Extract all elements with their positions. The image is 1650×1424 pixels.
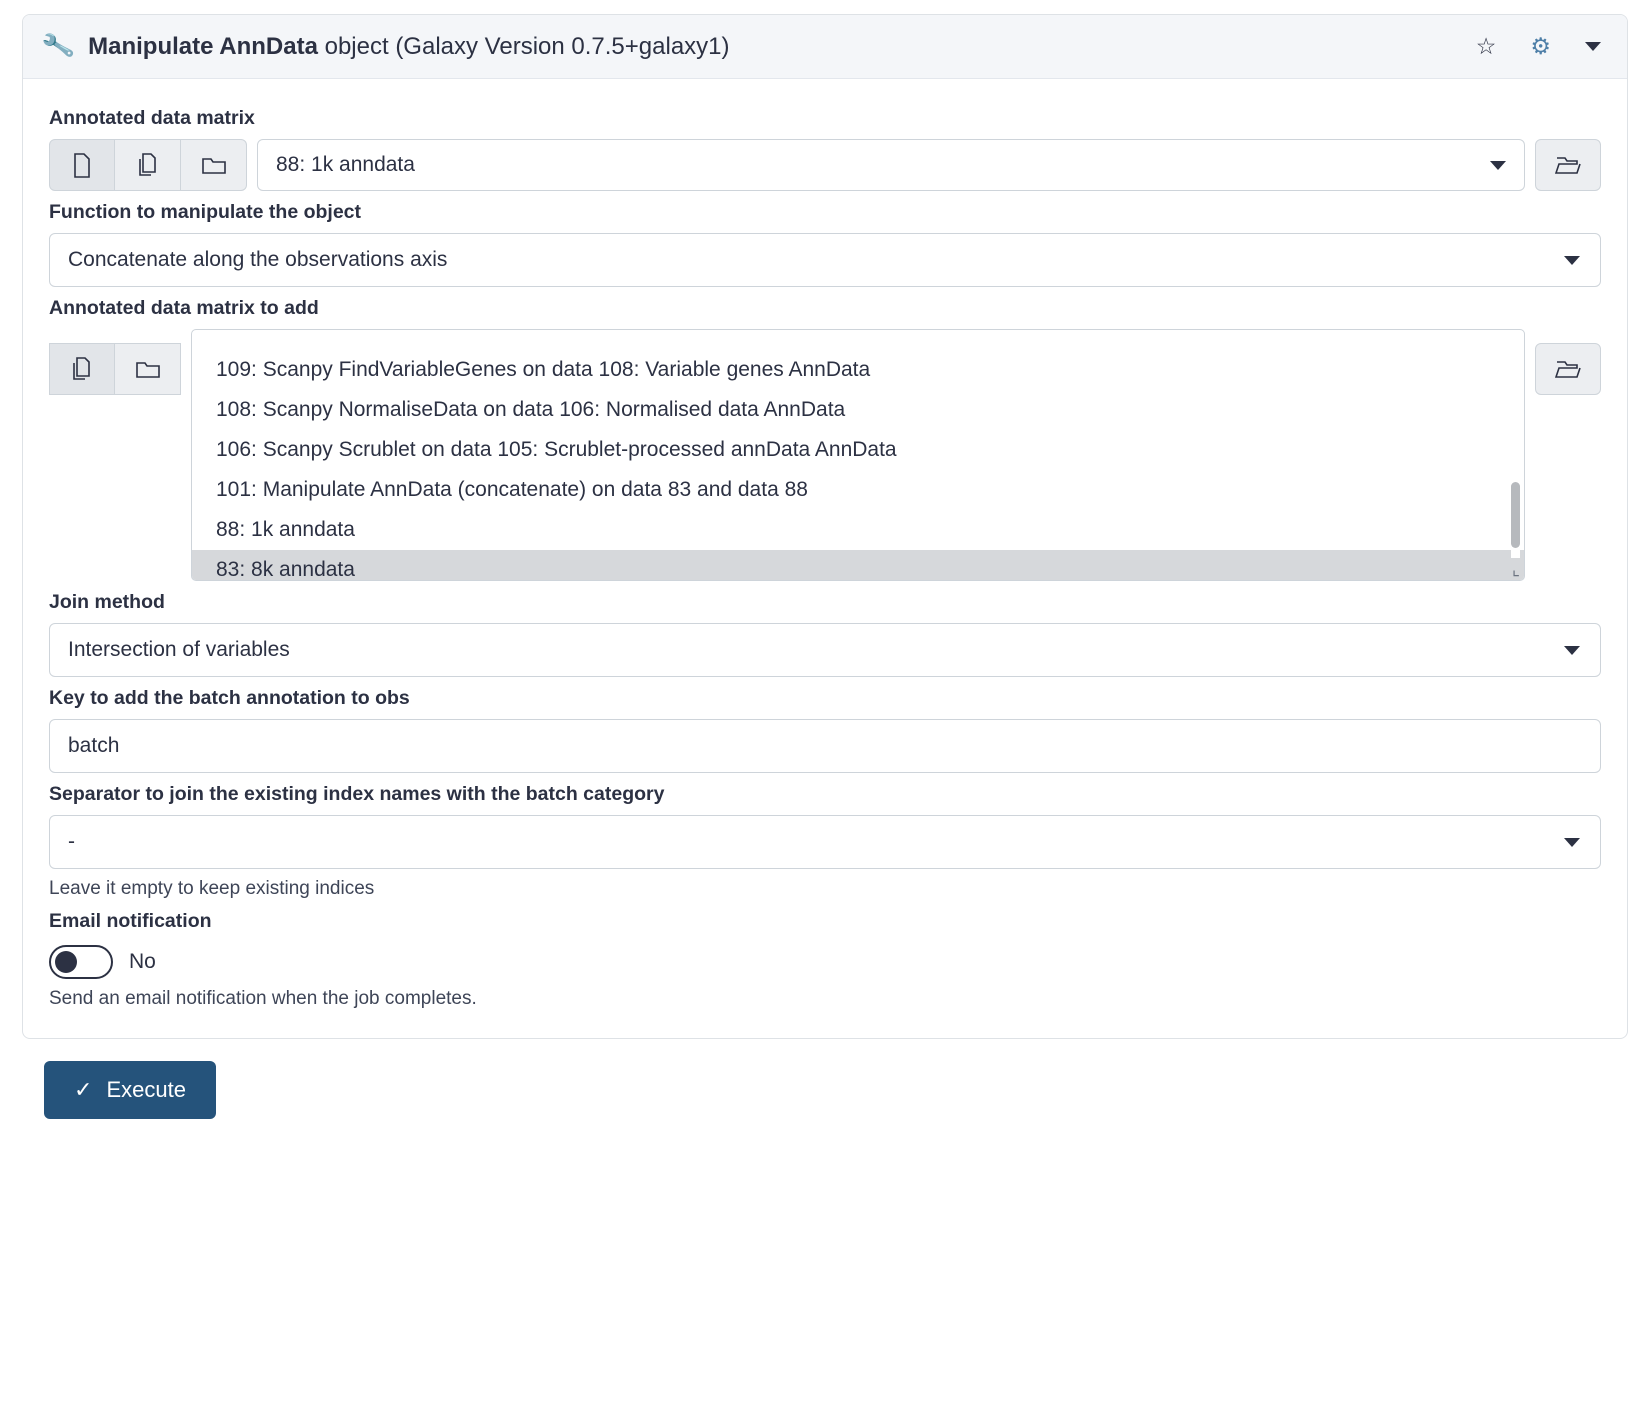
wrench-icon: 🔧 <box>40 29 77 63</box>
browse-datasets-icon[interactable] <box>1535 139 1601 191</box>
star-icon[interactable]: ☆ <box>1475 33 1497 59</box>
chevron-down-icon[interactable] <box>1585 42 1601 51</box>
annotated-data-matrix-select[interactable] <box>257 139 1525 191</box>
separator-value: - <box>68 830 75 853</box>
tool-header <box>23 15 1627 79</box>
page-title <box>88 33 729 61</box>
separator-select[interactable] <box>49 815 1601 869</box>
matrix-to-add-listbox[interactable] <box>191 329 1525 581</box>
share-icon[interactable]: ⚙ <box>1530 33 1551 59</box>
email-notification-toggle[interactable] <box>49 945 113 979</box>
field-join-method <box>49 591 1601 677</box>
list-item-selected[interactable]: 83: 8k anndata <box>192 550 1524 581</box>
list-item[interactable]: 88: 1k anndata <box>216 518 355 541</box>
execute-button[interactable] <box>44 1061 216 1119</box>
tool-name: Manipulate AnnData <box>88 32 318 60</box>
tool-card <box>22 14 1628 1039</box>
list-item[interactable]: 108: Scanpy NormaliseData on data 106: Normalised data AnnData <box>216 398 846 421</box>
join-method-value: Intersection of variables <box>68 638 290 661</box>
annotated-data-matrix-row <box>49 139 1601 191</box>
field-annotated-data-matrix <box>49 107 1601 191</box>
header-actions <box>1476 35 1607 58</box>
list-item[interactable]: 106: Scanpy Scrublet on data 105: Scrublet-processed annData AnnData <box>216 438 897 461</box>
execute-button-label: Execute <box>106 1077 186 1102</box>
email-notification-toggle-row <box>49 945 1601 979</box>
separator-label: Separator to join the existing index names with the batch category <box>49 783 665 805</box>
listbox-scrollbar-thumb[interactable] <box>1511 482 1520 548</box>
browse-datasets-icon[interactable] <box>1535 343 1601 395</box>
resize-grip-icon[interactable]: ⌞ <box>1512 560 1520 579</box>
function-select[interactable] <box>49 233 1601 287</box>
check-icon: ✓ <box>74 1077 93 1102</box>
tool-body <box>23 79 1627 1038</box>
chevron-down-icon <box>1564 646 1580 655</box>
multiple-datasets-icon[interactable] <box>115 139 181 191</box>
join-method-label: Join method <box>49 591 165 613</box>
annotated-data-matrix-value: 88: 1k anndata <box>276 153 415 176</box>
single-dataset-icon[interactable] <box>49 139 115 191</box>
field-batch-key <box>49 687 1601 773</box>
tool-version: object (Galaxy Version 0.7.5+galaxy1) <box>317 32 730 60</box>
dataset-collection-icon[interactable] <box>115 343 181 395</box>
chevron-down-icon <box>1490 161 1506 170</box>
dataset-collection-icon[interactable] <box>181 139 247 191</box>
function-value: Concatenate along the observations axis <box>68 248 448 271</box>
toggle-knob <box>55 951 77 973</box>
email-notification-help: Send an email notification when the job completes. <box>49 988 477 1009</box>
email-notification-label: Email notification <box>49 910 212 932</box>
chevron-down-icon <box>1564 838 1580 847</box>
dataset-mode-button-group <box>49 329 181 395</box>
matrix-to-add-row <box>49 329 1601 581</box>
matrix-to-add-label: Annotated data matrix to add <box>49 297 319 319</box>
list-item[interactable]: 101: Manipulate AnnData (concatenate) on data 83 and data 88 <box>216 478 808 501</box>
join-method-select[interactable] <box>49 623 1601 677</box>
function-label: Function to manipulate the object <box>49 201 361 223</box>
separator-help: Leave it empty to keep existing indices <box>49 878 375 899</box>
execute-section <box>22 1039 1628 1149</box>
multiple-datasets-icon[interactable] <box>49 343 115 395</box>
chevron-down-icon <box>1564 256 1580 265</box>
field-function <box>49 201 1601 287</box>
batch-key-input[interactable] <box>49 719 1601 773</box>
field-email-notification <box>49 910 1601 1010</box>
email-notification-state: No <box>129 950 156 973</box>
list-item[interactable]: 109: Scanpy FindVariableGenes on data 108: Variable genes AnnData <box>216 358 871 381</box>
dataset-mode-button-group <box>49 139 247 191</box>
field-separator <box>49 783 1601 900</box>
field-matrix-to-add <box>49 297 1601 581</box>
batch-key-label: Key to add the batch annotation to obs <box>49 687 410 709</box>
annotated-data-matrix-label: Annotated data matrix <box>49 107 255 129</box>
